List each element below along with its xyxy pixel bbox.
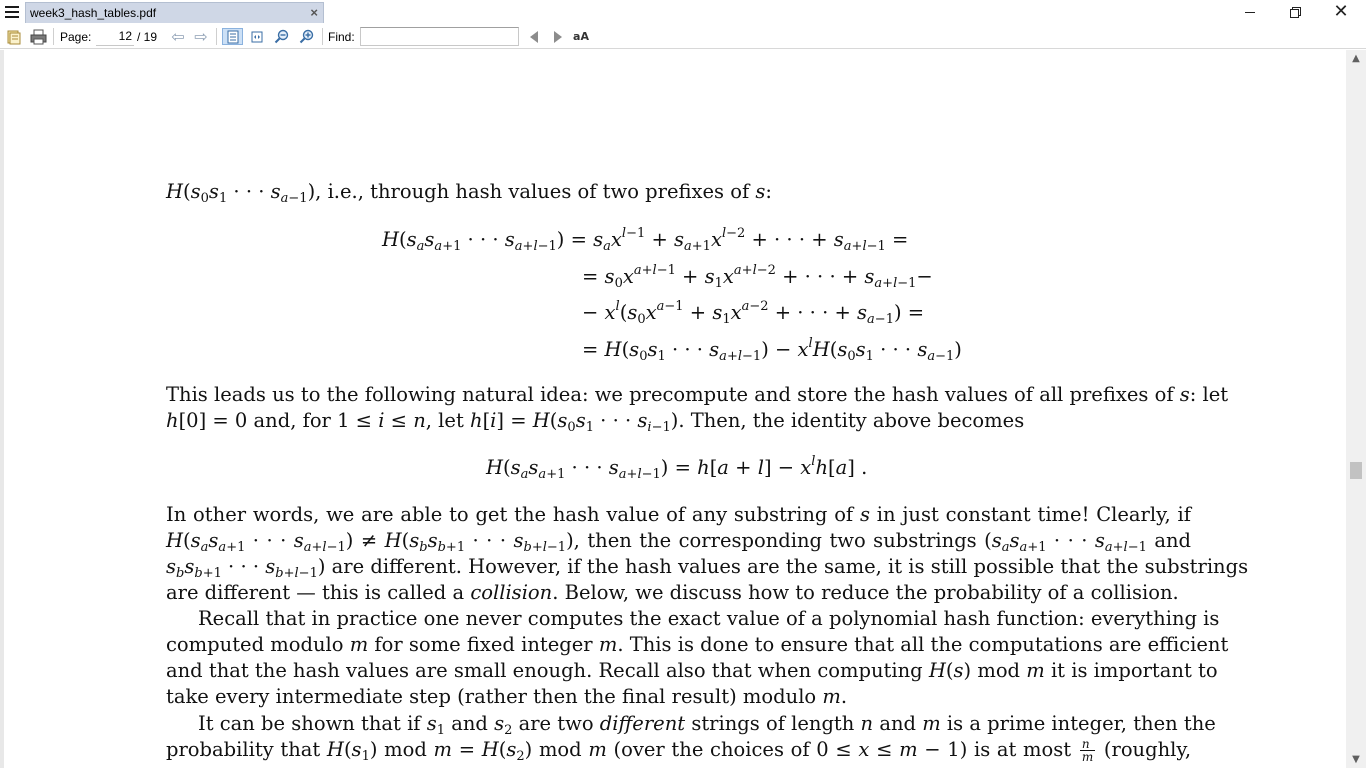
toolbar-separator	[322, 28, 323, 45]
find-prev-icon	[530, 31, 538, 43]
zoom-in-icon	[299, 29, 314, 44]
equation-line-3: − $x^l(s_0x^{a-1} + s_1x^{a-2}$ + · · · + $s_{a-1}$) =	[582, 299, 925, 327]
find-prev-button[interactable]	[527, 28, 541, 45]
paragraph-3-line-4: take every intermediate step (rather then the final result) modulo m.	[166, 685, 848, 708]
paragraph-3-line-1: Recall that in practice one never computes the exact value of a polynomial hash function: everything is	[198, 607, 1220, 630]
match-case-icon: aA	[573, 30, 589, 43]
minimize-icon	[1245, 12, 1255, 13]
fraction-n-over-m: $\frac{n}{m}$	[1081, 737, 1094, 764]
fit-page-button[interactable]	[222, 28, 243, 45]
page-number-input[interactable]	[96, 27, 134, 46]
text-line-intro: $H(s_0s_1$ · · · $s_{a-1}$), i.e., through hash values of two prefixes of s:	[166, 180, 772, 206]
close-window-button[interactable]	[1318, 0, 1364, 24]
scroll-up-icon[interactable]: ▲	[1352, 53, 1360, 64]
zoom-in-button[interactable]	[297, 28, 315, 45]
open-button[interactable]	[6, 28, 22, 45]
minimize-button[interactable]	[1227, 0, 1273, 24]
paragraph-2-line-3: $s_bs_{b+1}$ · · · $s_{b+l-1}$) are different. However, if the hash values are the same, it is still possible that the substrings	[166, 555, 1249, 581]
find-next-icon	[554, 31, 562, 43]
prev-page-icon: ⇦	[171, 27, 185, 46]
document-viewport[interactable]	[0, 50, 1346, 768]
pdf-page	[0, 50, 1346, 768]
toolbar-separator	[53, 28, 54, 45]
page-label: Page:	[60, 30, 92, 44]
next-page-button[interactable]	[192, 28, 210, 45]
equation-line-4: = $H(s_0s_1$ · · · $s_{a+l-1}) - x^lH(s_0s_1$ · · · $s_{a-1}$)	[582, 336, 962, 364]
find-input[interactable]	[360, 27, 519, 46]
fit-width-icon	[250, 30, 264, 44]
fit-page-icon	[227, 30, 239, 44]
paragraph-2-line-1: In other words, we are able to get the hash value of any substring of s in just constant time! Clearly, if	[166, 503, 1191, 526]
fit-width-button[interactable]	[248, 28, 266, 45]
scroll-thumb[interactable]	[1350, 462, 1362, 479]
tab-close-icon[interactable]: ×	[310, 5, 318, 20]
restore-button[interactable]	[1272, 0, 1318, 24]
paragraph-2-line-4: are different — this is called a collision. Below, we discuss how to reduce the probability of a collision.	[166, 581, 1179, 604]
paragraph-3-line-2: computed modulo m for some fixed integer m. This is done to ensure that all the computations are efficient	[166, 633, 1229, 656]
document-tab[interactable]	[25, 2, 324, 23]
paragraph-4-line-2: probability that $H(s_1)$ mod $m = H(s_2)$ mod m (over the choices of 0 ≤ x ≤ m − 1) is at most $\frac{n}{m}$ (roughly,	[166, 737, 1192, 764]
open-icon	[6, 29, 22, 45]
zoom-out-icon	[274, 29, 289, 44]
restore-icon	[1290, 7, 1300, 17]
equation-line-2: = $s_0x^{a+l-1} + s_1x^{a+l-2}$ + · · · + $s_{a+l-1}-$	[582, 263, 933, 291]
paragraph-4-line-1: It can be shown that if $s_1$ and $s_2$ are two different strings of length n and m is a prime integer, then the	[198, 712, 1216, 738]
find-next-button[interactable]	[551, 28, 565, 45]
close-icon: ✕	[1333, 1, 1349, 22]
toolbar-separator	[216, 28, 217, 45]
tab-title: week3_hash_tables.pdf	[30, 6, 157, 20]
menu-icon[interactable]	[5, 6, 19, 18]
equation-line-1: $H(s_as_{a+1}$ · · · $s_{a+l-1}) = s_ax^{l-1} + s_{a+1}x^{l-2}$ + · · · + $s_{a+l-1}$ =	[382, 226, 909, 254]
match-case-button[interactable]	[572, 28, 590, 45]
paragraph-2-line-2: $H(s_as_{a+1}$ · · · $s_{a+l-1}) \ne H(s_bs_{b+1}$ · · · $s_{b+l-1}$), then the corresponding two substrings ($s_as_{a+1}$ · · · $s_{a+l-1}$ and	[166, 529, 1192, 555]
paragraph-1-line-2: h[0] = 0 and, for 1 ≤ i ≤ n, let $h[i] = H(s_0s_1$ · · · $s_{i-1}$). Then, the identity above becomes	[166, 409, 1025, 435]
equation-prefix-hash: $H(s_as_{a+1}$ · · · $s_{a+l-1}) = h[a + l] - x^lh[a]$ .	[486, 454, 868, 482]
zoom-out-button[interactable]	[272, 28, 290, 45]
paragraph-1-line-1: This leads us to the following natural idea: we precompute and store the hash values of all prefixes of s: let	[166, 383, 1229, 406]
toolbar	[0, 24, 1366, 49]
page-total: / 19	[137, 30, 158, 44]
find-label: Find:	[328, 30, 355, 44]
next-page-icon: ⇨	[194, 27, 208, 46]
prev-page-button[interactable]	[169, 28, 187, 45]
vertical-scrollbar[interactable]	[1346, 50, 1366, 768]
print-button[interactable]	[29, 28, 47, 45]
print-icon	[30, 29, 47, 45]
title-bar	[0, 0, 1366, 24]
scroll-down-icon[interactable]: ▼	[1352, 754, 1360, 765]
paragraph-3-line-3: and that the hash values are small enough. Recall also that when computing H(s) mod m it is important to	[166, 659, 1218, 682]
